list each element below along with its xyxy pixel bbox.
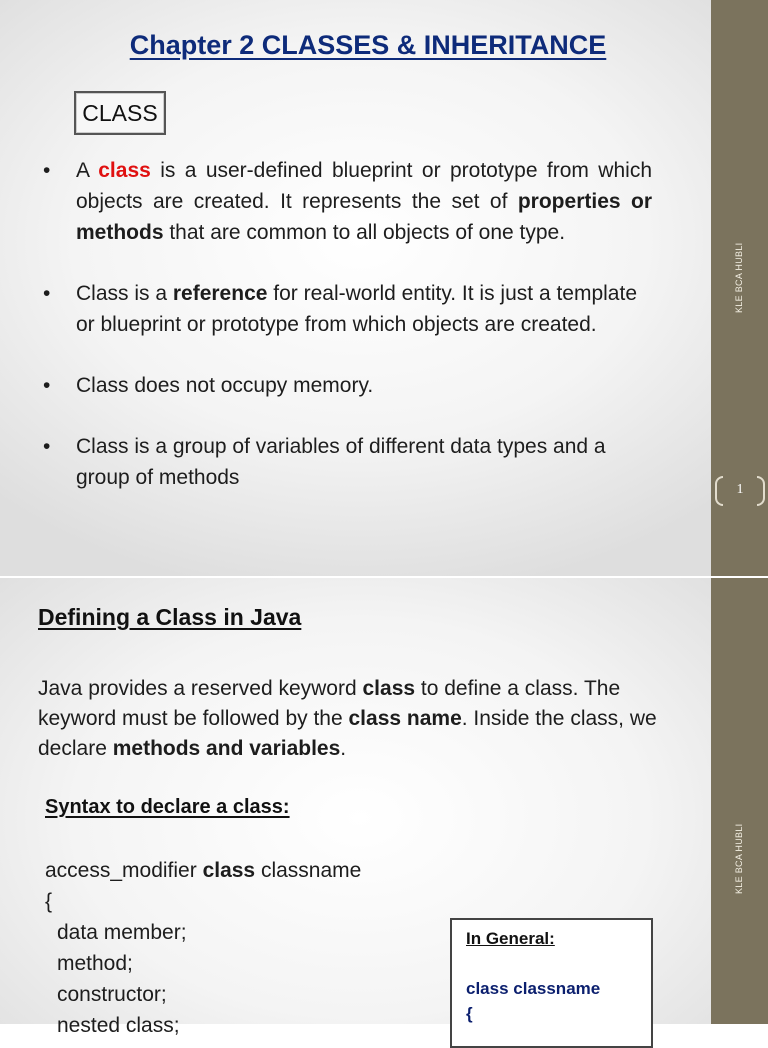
slide-sidebar bbox=[711, 578, 768, 1024]
section-heading: Defining a Class in Java bbox=[38, 604, 302, 630]
text-run: class bbox=[362, 677, 416, 700]
general-heading: In General: bbox=[466, 929, 555, 948]
chapter-title: Chapter 2 CLASSES & INHERITANCE bbox=[129, 30, 607, 60]
class-label-box: CLASS bbox=[74, 91, 166, 135]
text-run: Java provides a reserved keyword bbox=[38, 677, 363, 700]
page-number: 1 bbox=[736, 482, 744, 497]
text-run: A bbox=[76, 159, 99, 182]
code-line: data member; bbox=[57, 921, 187, 944]
general-line: { bbox=[466, 1004, 473, 1023]
sidebar-label: KLE BCA HUBLI bbox=[734, 823, 744, 894]
text-run: properties or methods bbox=[76, 190, 652, 244]
bullet-list bbox=[40, 155, 652, 523]
bullet-icon: • bbox=[43, 159, 51, 182]
text-run: for real-world entity. It is just a template or blueprint or prototype from which objects are created. bbox=[76, 282, 638, 336]
slide-2 bbox=[0, 578, 768, 1037]
intro-paragraph bbox=[38, 674, 698, 764]
page-number-badge bbox=[715, 476, 765, 506]
general-line: class classname bbox=[466, 979, 601, 998]
sidebar-label: KLE BCA HUBLI bbox=[734, 242, 744, 313]
code-line: method; bbox=[57, 952, 133, 975]
bullet-item bbox=[40, 278, 652, 340]
text-run: to define a class. The keyword must be followed by the bbox=[38, 677, 621, 730]
bullet-icon: • bbox=[43, 282, 51, 305]
bullet-item bbox=[40, 431, 652, 493]
text-run: . bbox=[340, 737, 347, 760]
text-run: . Inside the class, we declare bbox=[38, 707, 657, 760]
bullet-icon: • bbox=[43, 374, 51, 397]
syntax-code bbox=[45, 855, 361, 1041]
text-run: class bbox=[98, 159, 151, 182]
in-general-box bbox=[450, 918, 653, 1048]
text-run: class name bbox=[348, 707, 462, 730]
text-run: reference bbox=[172, 282, 268, 305]
code-line-declaration: access_modifier class classname bbox=[45, 859, 362, 882]
text-run: that are common to all objects of one type. bbox=[163, 221, 566, 244]
code-line: nested class; bbox=[57, 1014, 180, 1037]
syntax-heading: Syntax to declare a class: bbox=[45, 796, 290, 818]
code-line: { bbox=[45, 890, 53, 913]
code-line: constructor; bbox=[57, 983, 167, 1006]
text-run: Class is a group of variables of different data types and a group of methods bbox=[76, 435, 606, 489]
bullet-item bbox=[40, 155, 652, 248]
text-run: is a user-defined blueprint or prototype from which objects are created. It represents the set of bbox=[76, 159, 652, 213]
text-run: Class is a bbox=[76, 282, 173, 305]
text-run: Class does not occupy memory. bbox=[76, 374, 374, 397]
bullet-icon: • bbox=[43, 435, 51, 458]
text-run: methods and variables bbox=[112, 737, 341, 760]
bullet-item bbox=[40, 370, 652, 401]
slide-sidebar bbox=[711, 0, 768, 577]
